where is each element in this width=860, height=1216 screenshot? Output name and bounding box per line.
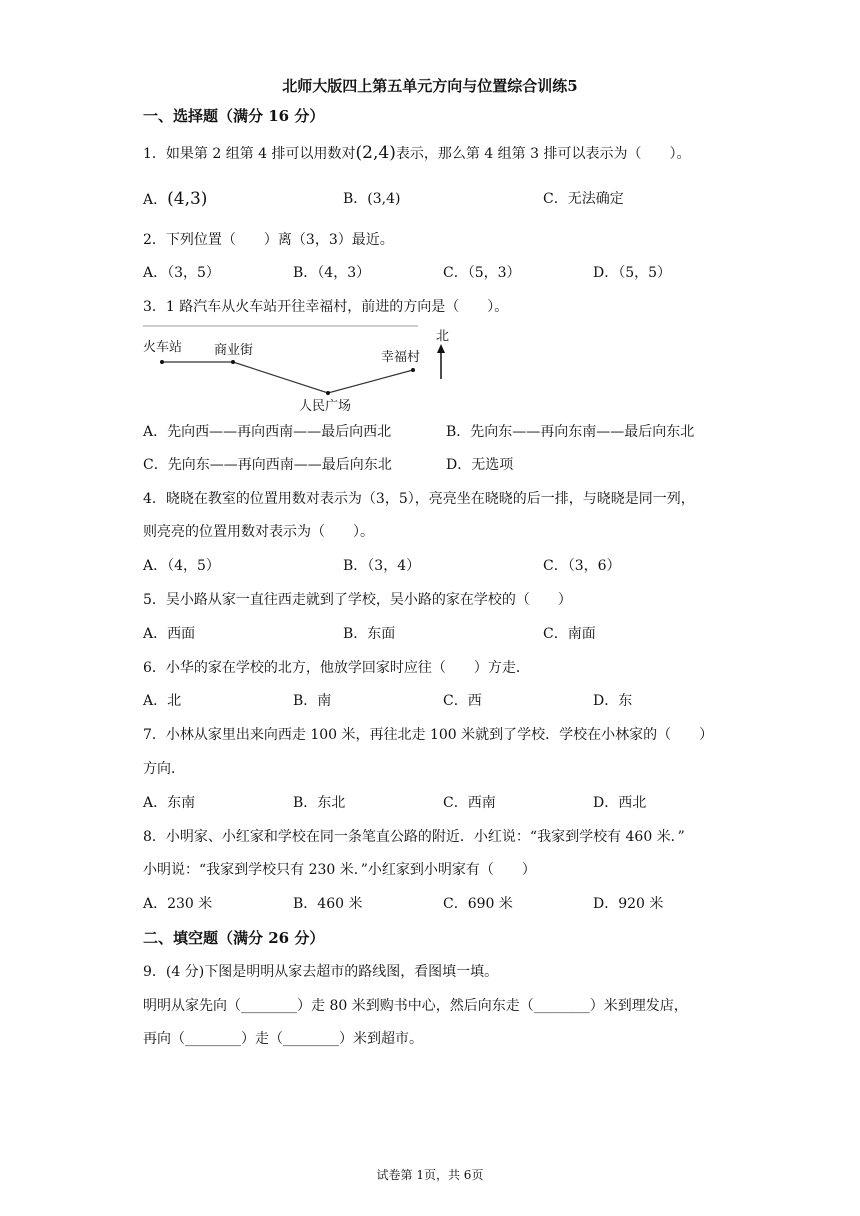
street-point [231, 360, 235, 364]
north-arrow-icon [437, 344, 445, 353]
village-point [411, 368, 415, 372]
option-value: (4,3) [167, 189, 208, 209]
question-7-stem-line-2: 方向． [143, 761, 185, 777]
question-8-option-a[interactable]: A．230 米 [143, 896, 213, 912]
page-title: 北师大版四上第五单元方向与位置综合训练5 [282, 77, 578, 95]
question-9-line-1[interactable]: 明明从家先向（________）走 80 米到购书中心，然后向东走（________）米到理发店， [143, 998, 688, 1014]
question-1-pair: (2,4) [355, 143, 396, 163]
page-footer: 试卷第 1页，共 6页 [376, 1168, 484, 1182]
route-map [143, 324, 463, 416]
question-3-option-c[interactable]: C．先向东——再向西南——最后向东北 [143, 457, 392, 473]
label-train-station: 火车站 [143, 340, 183, 355]
option-label: A． [143, 192, 168, 208]
question-8-stem-line-2: 小明说：“我家到学校只有 230 米．”小红家到小明家有（ ） [143, 862, 536, 878]
question-7-option-d[interactable]: D．西北 [593, 795, 647, 811]
option-label: B． [343, 191, 368, 207]
label-commercial-street: 商业街 [214, 343, 254, 358]
question-1-stem-part-b: 表示，那么第 4 组第 3 排可以表示为（ ）。 [395, 146, 691, 162]
question-2-option-c[interactable]: C．（5，3） [443, 265, 521, 281]
question-1-stem [143, 144, 690, 163]
question-4-stem-line-1: 4．晓晓在教室的位置用数对表示为（3，5），亮亮坐在晓晓的后一排，与晓晓是同一列， [143, 491, 695, 507]
question-8-stem-line-1: 8．小明家、小红家和学校在同一条笔直公路的附近．小红说：“我家到学校有 460 米．” [143, 829, 685, 845]
question-3-option-d[interactable]: D．无选项 [446, 457, 514, 473]
question-6-option-d[interactable]: D．东 [593, 693, 633, 709]
route-line [162, 362, 413, 393]
station-point [160, 360, 164, 364]
question-9-stem: 9．(4 分)下图是明明从家去超市的路线图，看图填一填。 [143, 964, 499, 980]
question-5-option-c[interactable]: C．南面 [543, 626, 596, 642]
question-4-stem-line-2: 则亮亮的位置用数对表示为（ ）。 [143, 524, 374, 540]
question-2-option-d[interactable]: D．（5，5） [593, 265, 672, 281]
question-4-option-c[interactable]: C．（3，6） [543, 558, 621, 574]
option-value: (3,4) [367, 191, 401, 207]
question-9-line-2[interactable]: 再向（________）走（________）米到超市。 [143, 1031, 423, 1047]
question-3-stem: 3．1 路汽车从火车站开往幸福村，前进的方向是（ ）。 [143, 299, 509, 315]
question-8-option-d[interactable]: D．920 米 [593, 896, 664, 912]
question-7-option-b[interactable]: B．东北 [293, 795, 346, 811]
label-peoples-square: 人民广场 [299, 399, 352, 414]
question-1-stem-part-a: 1．如果第 2 组第 4 排可以用数对 [143, 146, 356, 162]
question-5-stem: 5．吴小路从家一直往西走就到了学校，吴小路的家在学校的（ ） [143, 592, 572, 608]
question-8-option-b[interactable]: B．460 米 [293, 896, 363, 912]
question-3-option-b[interactable]: B．先向东——再向东南——最后向东北 [446, 424, 695, 440]
label-north: 北 [436, 329, 450, 344]
square-point [326, 391, 330, 395]
question-6-option-a[interactable]: A．北 [143, 693, 182, 709]
question-7-stem-line-1: 7．小林从家里出来向西走 100 米，再往北走 100 米就到了学校．学校在小林家的（ ） [143, 727, 714, 743]
question-6-option-b[interactable]: B．南 [293, 693, 332, 709]
section-heading-choice: 一、选择题（满分 16 分） [143, 107, 325, 125]
question-1-option-a[interactable] [143, 190, 207, 209]
question-8-option-c[interactable]: C．690 米 [443, 896, 513, 912]
question-2-option-b[interactable]: B．（4，3） [293, 265, 371, 281]
label-xingfu-village: 幸福村 [381, 350, 421, 365]
question-1-option-b[interactable] [343, 190, 401, 208]
question-4-option-b[interactable]: B．（3，4） [343, 558, 421, 574]
question-5-option-b[interactable]: B．东面 [343, 626, 396, 642]
question-1-option-c[interactable]: C．无法确定 [543, 191, 624, 207]
section-heading-fill: 二、填空题（满分 26 分） [143, 929, 325, 947]
question-7-option-a[interactable]: A．东南 [143, 795, 196, 811]
question-6-option-c[interactable]: C．西 [443, 693, 482, 709]
question-6-stem: 6．小华的家在学校的北方，他放学回家时应往（ ）方走． [143, 660, 530, 676]
question-3-option-a[interactable]: A．先向西——再向西南——最后向西北 [143, 424, 392, 440]
question-5-option-a[interactable]: A．西面 [143, 626, 196, 642]
question-2-option-a[interactable]: A．（3，5） [143, 265, 220, 281]
question-2-stem: 2．下列位置（ ）离（3，3）最近。 [143, 232, 394, 248]
question-7-option-c[interactable]: C．西南 [443, 795, 496, 811]
question-4-option-a[interactable]: A．（4，5） [143, 558, 220, 574]
